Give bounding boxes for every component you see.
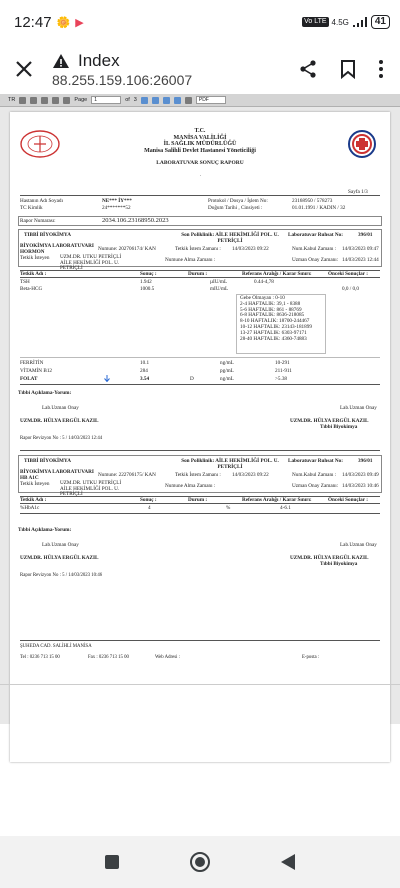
s1-row2-2-name: FOLAT [20, 376, 38, 382]
header-line-2: MANİSA VALİLİĞİ [173, 134, 227, 141]
pdf-viewer[interactable] [0, 94, 400, 724]
s2-test-time: 14/03/2023 09:22 [232, 472, 269, 478]
signal-icon [352, 16, 368, 28]
total-pages: 3 [133, 97, 137, 103]
s1-lab: BİYOKİMYA LABORATUVARI HORMON [20, 243, 94, 255]
s1-test-time: 14/03/2023 09:22 [232, 246, 269, 252]
s1-row-1-unit: mIU/mL [210, 286, 229, 292]
layout-icon[interactable] [185, 97, 192, 104]
share-icon[interactable] [298, 59, 318, 79]
page-label: Page [74, 97, 88, 103]
s1-row-0-unit: µIU/mL [210, 279, 228, 285]
s2-col-status: Durum : [188, 497, 208, 503]
hcg-ref-4: 8-10 HAFTALIK: 18700-244467 [240, 318, 310, 325]
home-icon[interactable] [189, 851, 211, 873]
s1-sample-time-label: Numune Alma Zamanı : [165, 257, 216, 263]
hcg-ref-6: 13-27 HAFTALIK: 6303-97171 [240, 329, 307, 336]
warning-icon [52, 53, 70, 69]
s1-row2-1-unit: pg/mL [220, 368, 234, 374]
s2-accept-label: Num.Kabul Zamanı : [292, 472, 337, 478]
s2-approval: 14/03/2023 10:46 [342, 483, 379, 489]
s2-row-0-result: 4 [148, 505, 151, 511]
s2-dept: TIBBİ BİYOKİMYA [24, 458, 71, 464]
s1-left-sign-name: UZM.DR. HÜLYA ERGÜL KAZIL [20, 418, 99, 424]
s2-row-0-ref: 4-6.1 [280, 505, 291, 511]
birth-label: Doğum Tarihi , Cinsiyeti : [208, 205, 263, 211]
hcg-ref-1: 2-4 HAFTALIK: 39,1 - 8388 [240, 300, 301, 307]
system-nav-bar [0, 836, 400, 888]
header-line-4: Manisa Salihli Devlet Hastanesi Yöneticiliği [144, 147, 256, 154]
s1-permit: 396/01 [358, 232, 373, 238]
s2-accept: 14/03/2023 09:49 [342, 472, 379, 478]
s1-right-sign-title: Lab.Uzman Onay [340, 405, 377, 411]
s1-row2-2-result: 3.54 [140, 376, 150, 382]
more-options-icon[interactable] [378, 59, 384, 79]
s1-row2-2-ref: >5.38 [275, 376, 288, 382]
page-number: Sayfa 1/3 [348, 189, 368, 195]
s1-requester-label: Tetkik İsteyen [20, 255, 50, 261]
battery-icon: 41 [371, 15, 390, 29]
volte-icon: Vo LTE [304, 18, 327, 25]
s2-col-name: Tetkik Adı : [20, 497, 47, 503]
s2-col-result: Sonuç : [140, 497, 157, 503]
report-no-value: 2034.106.23168950.2023 [102, 217, 169, 224]
s1-col-prev: Önceki Sonuçlar : [328, 271, 368, 277]
birth-value: 01.01.1991 / KADIN / 32 [292, 205, 346, 211]
s2-col-ref: Referans Aralığı / Karar Sınırı: [242, 497, 312, 503]
page-url: 88.255.159.106:26007 [52, 71, 193, 88]
browser-toolbar [0, 44, 400, 94]
report-page: T.C. MANİSA VALİLİĞİ İL SAĞLIK MÜDÜRLÜĞÜ Manisa Salihli Devlet Hastanesi Yöneticiliği LABORATUVAR SONUÇ RAPORU . Sayfa 1/3 Hastanın Adı Soyadı NE*** İY*** Protokol / Dosya / İşlem No: 23168950 / 578273 TC Kimlik 24*******52 Doğum Tarihi , Cinsiyeti : 01.01.1991 / KADIN / 32 Rapor Numarası: 2034.106.23168950.2023 TIBBİ BİYOKİMYA Son Poliklinik: AİLE HEKİMLİĞİ POL. U. PETRİÇLİ Laboratuvar Ruhsat No: 396/01 BİYOKİMYA LABORATUVARI HORMON Numune: 202706174/ KAN Tetkik İstem Zamanı : 14/03/2023 09:22 Num.Kabul Zamanı : 14/03/2023 09:47 Tetkik İsteyen UZM.DR. UTKU PETRİÇLİ AİLE HEKİMLİĞİ POL. U. PETRİÇLİ Numune Alma Zamanı : Uzman Onay Zamanı: 14/03/2023 12:44 Tetkik Adı : Sonuç : Durum : Referans Aralığı / Karar Sınırı: Önceki Sonuçlar : TSH 1.942 µIU/mL 0.44-4,78 Beta-HCG 1000.5 mIU/mL 0,0 / 0,0 Gebe Olmayan : 0-10 2-4 HAFTALIK: 39,1 - 8388 5-6 HAFTALIK: 861 - 88769 6-8 HAFTALIK: 8636-218085 8-10 HAFTALIK: 18700-244467 10-12 HAFTALIK: 23143-181899 13-27 HAFTALIK: 6303-97171 28-40 HAFTALIK: 4360-74883 FERRİTİN 10.1 ng/mL 10-291 VİTAMİN B12 284 pg/mL 211-911 FOLAT 3.54 D ng/mL >5.38 Tıbbi Açıklama-Yorum: Lab.Uzman Onay UZM.DR. HÜLYA ERGÜL KAZIL Lab.Uzman Onay UZM.DR. HÜLYA ERGÜL KAZIL Tıbbi Biyokimya Rapor Revizyon No : 5 / 14/03/2023 12:44 TIBBİ BİYOKİMYA Son Poliklinik: AİLE HEKİMLİĞİ POL. U. PETRİÇLİ Laboratuvar Ruhsat No: 396/01 BİYOKİMYA LABORATUVARI HB A1C Numune: 222706175/ KAN Tetkik İstem Zamanı : 14/03/2023 09:22 Num.Kabul Zamanı : 14/03/2023 09:49 Tetkik İsteyen UZM.DR. UTKU PETRİÇLİ AİLE HEKİMLİĞİ POL. U. PETRİÇLİ Numune Alma Zamanı : Uzman Onay Zamanı: 14/03/2023 10:46 Tetkik Adı : Sonuç : Durum : Referans Aralığı / Karar Sınırı: Önceki Sonuçlar : %HbA1c 4 % 4-6.1 Tıbbi Açıklama-Yorum: Lab.Uzman Onay UZM.DR. HÜLYA ERGÜL KAZIL Lab.Uzman Onay UZM.DR. HÜLYA ERGÜL KAZIL Tıbbi Biyokimya Rapor Revizyon No : 5 / 14/03/2023 10:46 ŞUHEDA CAD. SALİHLİ MANİSA Tel : 0236 713 15 00 Fax : 0236 713 15 00 Web Adresi : E-posta : [10, 112, 390, 762]
first-page-icon[interactable] [52, 97, 59, 104]
close-icon [14, 59, 34, 79]
s1-row-0-result: 1.942 [140, 279, 152, 285]
status-bar [0, 0, 400, 44]
s2-approval-label: Uzman Onay Zamanı: [292, 483, 339, 489]
report-title: LABORATUVAR SONUÇ RAPORU [156, 160, 244, 166]
s2-row-0-unit: % [226, 505, 231, 511]
patient-name: NE*** İY*** [102, 198, 132, 204]
s1-row2-0-result: 10.1 [140, 360, 150, 366]
s1-row-1-name: Beta-HCG [20, 286, 43, 292]
s1-revision: Rapor Revizyon No : 5 / 14/03/2023 12:44 [20, 436, 103, 441]
s2-row-0-name: %HbA1c [20, 505, 40, 511]
pdf-toolbar [0, 94, 400, 107]
s1-test-time-label: Tetkik İstem Zamanı : [175, 246, 221, 252]
s1-sample: Numune: 202706174/ KAN [98, 246, 156, 252]
hcg-ref-5: 10-12 HAFTALIK: 23143-181899 [240, 323, 312, 330]
export-icon[interactable] [174, 97, 181, 104]
s2-permit: 396/01 [358, 458, 373, 464]
s2-requester-label: Tetkik İsteyen [20, 481, 50, 487]
print-icon[interactable] [19, 97, 26, 104]
tc-value: 24*******52 [102, 205, 131, 211]
protocol-label: Protokol / Dosya / İşlem No: [208, 198, 268, 204]
network-type: 4.5G [331, 17, 349, 27]
s1-col-status: Durum : [188, 271, 208, 277]
footer-address: ŞUHEDA CAD. SALİHLİ MANİSA [20, 644, 92, 649]
last-page-icon[interactable] [152, 97, 159, 104]
s1-row-1-result: 1000.5 [140, 286, 155, 292]
s1-row2-2-status: D [190, 376, 194, 382]
s1-dept: TIBBİ BİYOKİMYA [24, 232, 71, 238]
footer-web: Web Adresi : [155, 655, 180, 660]
s1-row2-2-unit: ng/mL [220, 376, 234, 382]
footer-tel: Tel : 0236 713 15 00 [20, 655, 60, 660]
find-icon[interactable] [41, 97, 48, 104]
s2-permit-label: Laboratuvar Ruhsat No: [288, 458, 343, 464]
s1-permit-label: Laboratuvar Ruhsat No: [288, 232, 343, 238]
patient-name-label: Hastanın Adı Soyadı [20, 198, 63, 204]
header-line-3: İL SAĞLIK MÜDÜRLÜĞÜ [163, 141, 237, 147]
refresh-icon[interactable] [163, 97, 170, 104]
report-no-label: Rapor Numarası: [20, 218, 56, 224]
s1-row2-0-ref: 10-291 [275, 360, 290, 366]
s1-comment: Tıbbi Açıklama-Yorum: [18, 390, 72, 396]
hcg-ref-7: 28-40 HAFTALIK: 4360-74883 [240, 335, 307, 342]
s1-col-ref: Referans Aralığı / Karar Sınırı: [242, 271, 312, 277]
notification-icon: 🌼 [56, 16, 71, 29]
hcg-ref-3: 6-8 HAFTALIK: 8636-218085 [240, 312, 305, 319]
hcg-ref-2: 5-6 HAFTALIK: 861 - 88769 [240, 306, 302, 313]
s1-right-sign-dept: Tıbbi Biyokimya [320, 424, 358, 430]
s1-row2-1-name: VİTAMİN B12 [20, 368, 53, 374]
s1-left-sign-title: Lab.Uzman Onay [42, 405, 79, 411]
page-input[interactable]: 1 [91, 96, 121, 104]
next-page-icon[interactable] [141, 97, 148, 104]
play-store-icon: ▶ [75, 16, 84, 29]
save-icon[interactable] [30, 97, 37, 104]
s2-requester: UZM.DR. UTKU PETRİÇLİ AİLE HEKİMLİĞİ POL. U. PETRİÇLİ [60, 480, 122, 497]
prev-page-icon[interactable] [63, 97, 70, 104]
s2-sample: Numune: 222706175/ KAN [98, 472, 156, 478]
s1-approval: 14/03/2023 12:44 [342, 257, 379, 263]
s1-approval-label: Uzman Onay Zamanı: [292, 257, 339, 263]
s2-sample-time-label: Numune Alma Zamanı : [165, 483, 216, 489]
page-info[interactable] [52, 51, 298, 88]
s2-right-sign-dept: Tıbbi Biyokimya [320, 561, 358, 567]
s2-right-sign-name: UZM.DR. HÜLYA ERGÜL KAZIL [290, 555, 369, 561]
format-select[interactable]: PDF [196, 96, 226, 104]
s1-row-1-prev: 0,0 / 0,0 [342, 286, 360, 292]
hcg-ref-0: Gebe Olmayan : 0-10 [240, 295, 285, 301]
s1-row2-1-ref: 211-911 [275, 368, 292, 374]
s1-row-0-name: TSH [20, 279, 30, 285]
protocol-value: 23168950 / 578273 [292, 198, 333, 204]
s2-test-time-label: Tetkik İstem Zamanı : [175, 472, 221, 478]
s1-accept: 14/03/2023 09:47 [342, 246, 379, 252]
tc-label: TC Kimlik [20, 205, 43, 211]
header-line-1: T.C. [194, 128, 206, 134]
footer-email: E-posta : [302, 655, 320, 660]
of-label: of [125, 97, 130, 103]
s1-clinic: Son Poliklinik: AİLE HEKİMLİĞİ POL. U. PETRİÇLİ [181, 232, 279, 244]
s2-lab: BİYOKİMYA LABORATUVARI HB A1C [20, 469, 94, 481]
s2-col-prev: Önceki Sonuçlar : [328, 497, 368, 503]
s1-row2-0-unit: ng/mL [220, 360, 234, 366]
back-icon[interactable] [280, 853, 296, 871]
close-button[interactable] [0, 44, 48, 94]
s1-accept-label: Num.Kabul Zamanı : [292, 246, 337, 252]
s1-right-sign-name: UZM.DR. HÜLYA ERGÜL KAZIL [290, 418, 369, 424]
s2-comment: Tıbbi Açıklama-Yorum: [18, 527, 72, 533]
status-time: 12:47 [14, 13, 52, 31]
s2-left-sign-title: Lab.Uzman Onay [42, 542, 79, 548]
s2-clinic: Son Poliklinik: AİLE HEKİMLİĞİ POL. U. PETRİÇLİ [181, 458, 279, 470]
s1-requester: UZM.DR. UTKU PETRİÇLİ AİLE HEKİMLİĞİ POL. U. PETRİÇLİ [60, 254, 122, 271]
s1-row2-0-name: FERRİTİN [20, 360, 44, 366]
page-title: Index [78, 50, 120, 70]
hcg-reference-block [240, 296, 312, 342]
s1-col-name: Tetkik Adı : [20, 271, 47, 277]
footer-fax: Fax : 0236 713 15 00 [88, 655, 129, 660]
recents-icon[interactable] [104, 854, 120, 870]
s1-row2-1-result: 284 [140, 368, 148, 374]
low-arrow-icon [104, 375, 110, 382]
bookmark-icon[interactable] [340, 59, 356, 79]
s2-revision: Rapor Revizyon No : 5 / 14/03/2023 10:46 [20, 573, 103, 578]
s2-right-sign-title: Lab.Uzman Onay [340, 542, 377, 548]
s1-row-0-ref: 0.44-4,78 [254, 279, 274, 285]
s1-col-result: Sonuç : [140, 271, 157, 277]
zoom-select[interactable]: TR [8, 97, 16, 103]
s2-left-sign-name: UZM.DR. HÜLYA ERGÜL KAZIL [20, 555, 99, 561]
